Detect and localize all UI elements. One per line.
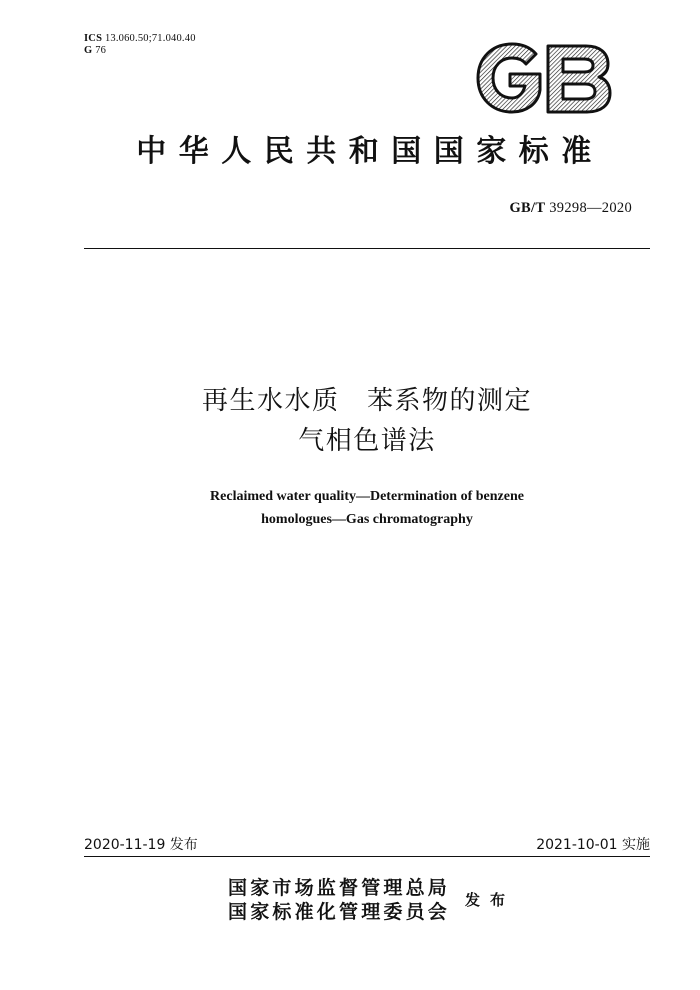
gb-logo-svg [474, 40, 614, 116]
issuer-sac: 国家标准化管理委员会 [228, 901, 451, 923]
classification-codes [84, 33, 196, 57]
implementation-date: 2021-10-01 实施 [536, 837, 650, 853]
ccs-label: G [84, 45, 93, 56]
ics-codes: 13.060.50;71.040.40 [104, 33, 196, 44]
issue-date: 2020-11-19 发布 [84, 837, 198, 853]
national-standard-banner: 中华人民共和国国家标准 [136, 134, 604, 169]
standard-number [509, 200, 632, 217]
ics-label: ICS [84, 33, 103, 44]
issuer-samr: 国家市场监督管理总局 [228, 877, 451, 899]
standard-prefix: GB/T [509, 200, 546, 216]
top-divider [84, 248, 650, 249]
gb-logo-icon [474, 40, 614, 116]
publish-label: 发布 [465, 891, 516, 909]
ics-line [84, 33, 196, 45]
standard-code: 39298—2020 [549, 200, 632, 216]
gb-logo-g [478, 44, 540, 112]
bottom-divider [84, 856, 650, 857]
ccs-line [84, 45, 196, 57]
title-cn-line1: 再生水水质 苯系物的测定 [201, 386, 532, 416]
gb-logo-b [548, 46, 610, 112]
title-cn-line2: 气相色谱法 [298, 426, 436, 456]
ccs-code: 76 [95, 45, 107, 56]
title-en-line2: homologues—Gas chromatography [261, 512, 473, 527]
title-en-line1: Reclaimed water quality—Determination of benzene [210, 489, 524, 504]
